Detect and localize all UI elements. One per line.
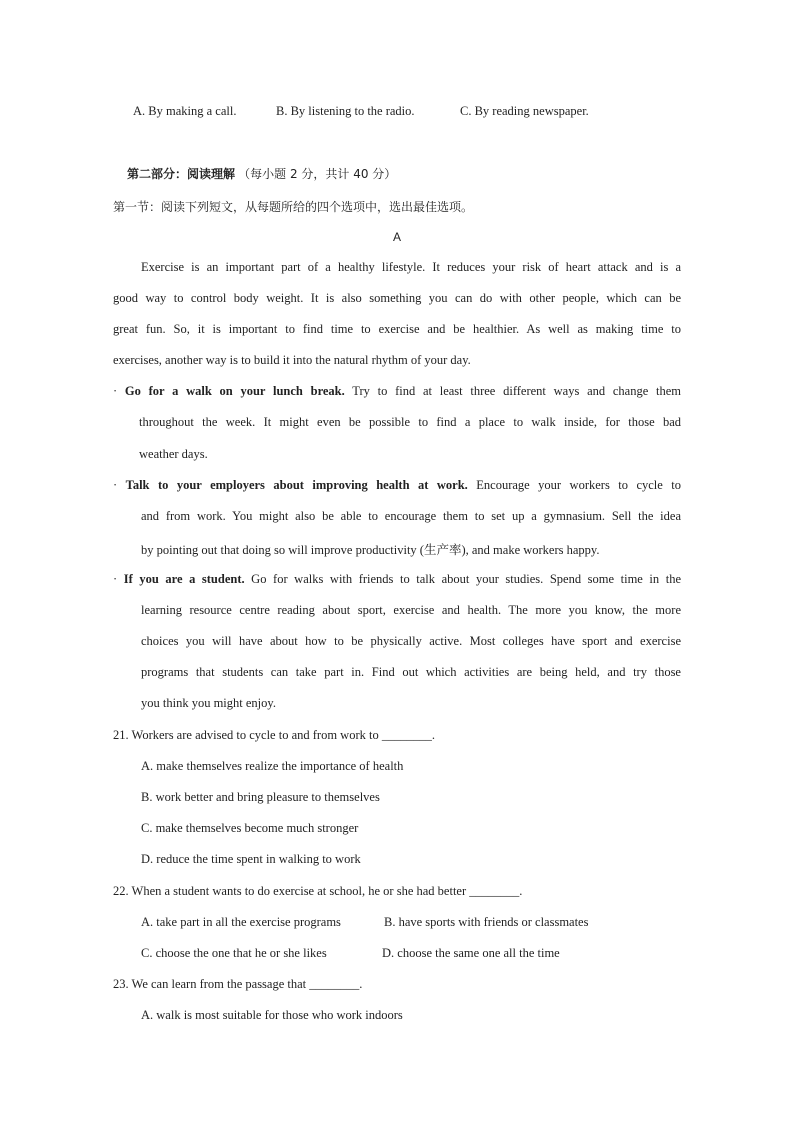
bullet-text: Encourage your workers to cycle to (467, 478, 682, 492)
bullet-line: programs that students can take part in. Find out which activities are being held, and try those (141, 665, 681, 679)
bullet-line: learning resource centre reading about sport, exercise and health. The more you know, the more (141, 603, 681, 617)
bullet-marker: · (113, 572, 118, 586)
bullet-line: by pointing out that doing so will improve productivity (生产率), and make workers happy. (141, 543, 600, 557)
bullet-line: weather days. (139, 447, 208, 461)
question-23-stem: 23. We can learn from the passage that ________. (113, 977, 363, 991)
bullet-item (113, 478, 681, 493)
question-22-option-b: B. have sports with friends or classmates (384, 915, 589, 929)
bullet-text: Go for walks with friends to talk about your studies. Spend some time in the (244, 572, 681, 586)
passage-line: great fun. So, it is important to find time to exercise and be healthier. As well as making time to (113, 322, 681, 336)
question-22-option-a: A. take part in all the exercise programs (141, 915, 341, 929)
question-21-option-a: A. make themselves realize the importance of health (141, 759, 404, 773)
section-letter: A (393, 230, 402, 244)
question-22-stem: 22. When a student wants to do exercise at school, he or she had better ________. (113, 884, 523, 898)
question-21-option-c: C. make themselves become much stronger (141, 821, 359, 835)
bullet-line: choices you will have about how to be physically active. Most colleges have sport and exercise (141, 634, 681, 648)
bullet-item (113, 572, 681, 587)
bullet-heading: Talk to your employers about improving health at work. (125, 478, 468, 492)
prev-option-b: B. By listening to the radio. (276, 104, 415, 118)
bullet-heading: Go for a walk on your lunch break. (124, 384, 345, 398)
bullet-line: you think you might enjoy. (141, 696, 276, 710)
part2-header (127, 165, 396, 182)
prev-option-c: C. By reading newspaper. (460, 104, 589, 118)
passage-line: exercises, another way is to build it into the natural rhythm of your day. (113, 353, 471, 367)
part2-title: 第二部分：阅读理解 (127, 167, 236, 181)
bullet-item (113, 384, 681, 399)
bullet-line: throughout the week. It might even be possible to find a place to walk inside, for those bad (139, 415, 681, 429)
bullet-text: Try to find at least three different ways and change them (344, 384, 681, 398)
bullet-marker: · (113, 384, 118, 398)
bullet-line: and from work. You might also be able to encourage them to set up a gymnasium. Sell the idea (141, 509, 681, 523)
question-21-stem: 21. Workers are advised to cycle to and from work to ________. (113, 728, 435, 742)
passage-line: good way to control body weight. It is also something you can do with other people, which can be (113, 291, 681, 305)
question-23-option-a: A. walk is most suitable for those who work indoors (141, 1008, 403, 1022)
passage-line: Exercise is an important part of a healthy lifestyle. It reduces your risk of heart attack and is a (141, 260, 681, 274)
question-22-option-c: C. choose the one that he or she likes (141, 946, 327, 960)
bullet-marker: · (113, 478, 118, 492)
part2-instruction: 第一节：阅读下列短文，从每题所给的四个选项中，选出最佳选项。 (113, 200, 474, 214)
question-22-option-d: D. choose the same one all the time (382, 946, 560, 960)
part2-score: （每小题 2 分，共计 40 分） (238, 167, 397, 181)
question-21-option-b: B. work better and bring pleasure to themselves (141, 790, 380, 804)
bullet-heading: If you are a student. (123, 572, 245, 586)
question-21-option-d: D. reduce the time spent in walking to work (141, 852, 361, 866)
prev-option-a: A. By making a call. (133, 104, 237, 118)
